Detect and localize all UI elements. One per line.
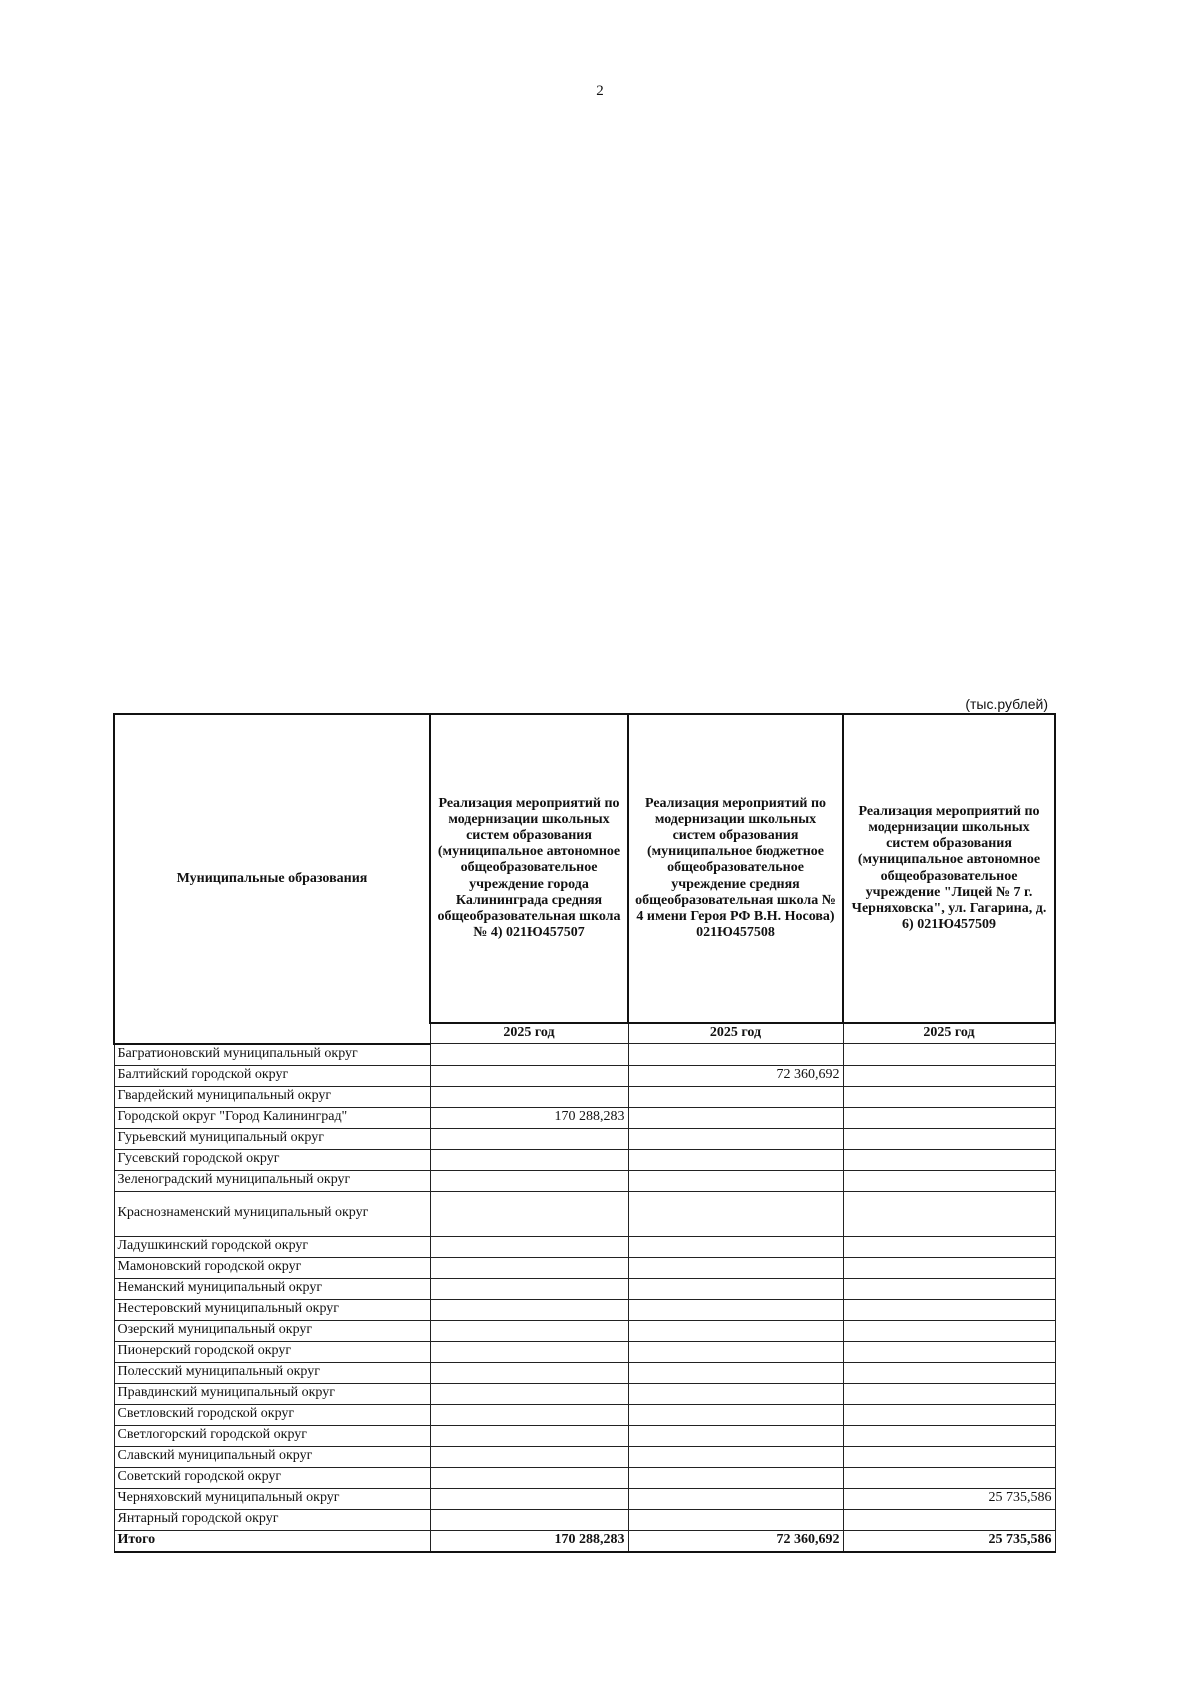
- value-column-1: [430, 1128, 628, 1149]
- value-column-3: [843, 1086, 1055, 1107]
- table-row: [114, 1278, 1055, 1299]
- value-column-2: [628, 1086, 843, 1107]
- municipality-name: Светловский городской округ: [114, 1404, 430, 1425]
- municipality-name: Озерский муниципальный округ: [114, 1320, 430, 1341]
- value-column-3: [843, 1257, 1055, 1278]
- value-column-1: [430, 1320, 628, 1341]
- header-municipalities: Муниципальные образования: [114, 714, 430, 1044]
- municipality-name: Советский городской округ: [114, 1467, 430, 1488]
- total-column-3: 25 735,586: [843, 1530, 1055, 1552]
- total-column-1: 170 288,283: [430, 1530, 628, 1552]
- municipality-name: Мамоновский городской округ: [114, 1257, 430, 1278]
- table-row: [114, 1383, 1055, 1404]
- municipality-name: Гусевский городской округ: [114, 1149, 430, 1170]
- value-column-3: [843, 1170, 1055, 1191]
- value-column-1: [430, 1362, 628, 1383]
- table-row: [114, 1509, 1055, 1530]
- table-row: [114, 1191, 1055, 1236]
- value-column-2: [628, 1320, 843, 1341]
- value-column-2: [628, 1107, 843, 1128]
- value-column-1: [430, 1065, 628, 1086]
- value-column-3: [843, 1509, 1055, 1530]
- value-column-1: [430, 1425, 628, 1446]
- table-row: [114, 1107, 1055, 1128]
- value-column-3: [843, 1236, 1055, 1257]
- value-column-2: 72 360,692: [628, 1065, 843, 1086]
- municipality-name: Полесский муниципальный округ: [114, 1362, 430, 1383]
- value-column-2: [628, 1191, 843, 1236]
- value-column-3: [843, 1362, 1055, 1383]
- value-column-2: [628, 1509, 843, 1530]
- value-column-2: [628, 1170, 843, 1191]
- value-column-1: [430, 1446, 628, 1467]
- value-column-2: [628, 1446, 843, 1467]
- value-column-1: [430, 1086, 628, 1107]
- page-number: 2: [596, 83, 604, 99]
- value-column-3: [843, 1425, 1055, 1446]
- municipality-name: Черняховский муниципальный округ: [114, 1488, 430, 1509]
- units-label: (тыс.рублей): [965, 696, 1048, 712]
- value-column-3: [843, 1467, 1055, 1488]
- value-column-2: [628, 1362, 843, 1383]
- value-column-3: [843, 1404, 1055, 1425]
- table-row: [114, 1170, 1055, 1191]
- municipality-name: Пионерский городской округ: [114, 1341, 430, 1362]
- table-row: [114, 1446, 1055, 1467]
- value-column-1: [430, 1341, 628, 1362]
- value-column-3: [843, 1128, 1055, 1149]
- municipality-name: Ладушкинский городской округ: [114, 1236, 430, 1257]
- municipality-name: Янтарный городской округ: [114, 1509, 430, 1530]
- year-column-3: 2025 год: [843, 1023, 1055, 1044]
- value-column-3: [843, 1341, 1055, 1362]
- total-label: Итого: [114, 1530, 430, 1552]
- total-column-2: 72 360,692: [628, 1530, 843, 1552]
- value-column-3: [843, 1446, 1055, 1467]
- budget-table: [113, 713, 1056, 1553]
- table-row: [114, 1044, 1055, 1066]
- table-row: [114, 1236, 1055, 1257]
- value-column-1: [430, 1467, 628, 1488]
- header-column-2: Реализация мероприятий по модернизации школьных систем образования (муниципальное бюджетное общеобразовательное учреждение средняя общеобразовательная школа № 4 имени Героя РФ В.Н. Носова) 021Ю457508: [628, 714, 843, 1023]
- value-column-3: [843, 1299, 1055, 1320]
- value-column-3: [843, 1044, 1055, 1066]
- year-column-2: 2025 год: [628, 1023, 843, 1044]
- value-column-1: [430, 1299, 628, 1320]
- municipality-name: Городской округ "Город Калининград": [114, 1107, 430, 1128]
- value-column-2: [628, 1341, 843, 1362]
- table-row: [114, 1488, 1055, 1509]
- value-column-2: [628, 1257, 843, 1278]
- municipality-name: Славский муниципальный округ: [114, 1446, 430, 1467]
- value-column-1: [430, 1191, 628, 1236]
- value-column-3: [843, 1107, 1055, 1128]
- value-column-1: [430, 1278, 628, 1299]
- value-column-2: [628, 1299, 843, 1320]
- value-column-3: [843, 1149, 1055, 1170]
- value-column-1: [430, 1236, 628, 1257]
- municipality-name: Неманский муниципальный округ: [114, 1278, 430, 1299]
- table-row: [114, 1128, 1055, 1149]
- value-column-2: [628, 1425, 843, 1446]
- value-column-1: [430, 1257, 628, 1278]
- table-row: [114, 1065, 1055, 1086]
- value-column-3: 25 735,586: [843, 1488, 1055, 1509]
- table-row: [114, 1404, 1055, 1425]
- table-row: [114, 1086, 1055, 1107]
- table-row: [114, 1149, 1055, 1170]
- value-column-3: [843, 1065, 1055, 1086]
- value-column-1: [430, 1488, 628, 1509]
- municipality-name: Правдинский муниципальный округ: [114, 1383, 430, 1404]
- table-header-row: [114, 714, 1055, 1023]
- value-column-2: [628, 1404, 843, 1425]
- value-column-1: [430, 1404, 628, 1425]
- value-column-2: [628, 1467, 843, 1488]
- value-column-2: [628, 1149, 843, 1170]
- municipality-name: Зеленоградский муниципальный округ: [114, 1170, 430, 1191]
- value-column-1: [430, 1383, 628, 1404]
- municipality-name: Багратионовский муниципальный округ: [114, 1044, 430, 1066]
- total-row: [114, 1530, 1055, 1552]
- header-column-1: Реализация мероприятий по модернизации школьных систем образования (муниципальное автономное общеобразовательное учреждение города Калининграда средняя общеобразовательная школа № 4) 021Ю457507: [430, 714, 628, 1023]
- value-column-2: [628, 1278, 843, 1299]
- value-column-1: [430, 1509, 628, 1530]
- value-column-2: [628, 1044, 843, 1066]
- table-row: [114, 1362, 1055, 1383]
- municipality-name: Краснознаменский муниципальный округ: [114, 1191, 430, 1236]
- municipality-name: Нестеровский муниципальный округ: [114, 1299, 430, 1320]
- value-column-1: [430, 1170, 628, 1191]
- value-column-3: [843, 1191, 1055, 1236]
- municipality-name: Гвардейский муниципальный округ: [114, 1086, 430, 1107]
- value-column-3: [843, 1320, 1055, 1341]
- year-column-1: 2025 год: [430, 1023, 628, 1044]
- value-column-1: [430, 1044, 628, 1066]
- value-column-2: [628, 1128, 843, 1149]
- table-row: [114, 1257, 1055, 1278]
- value-column-3: [843, 1278, 1055, 1299]
- table-row: [114, 1425, 1055, 1446]
- value-column-2: [628, 1488, 843, 1509]
- value-column-1: [430, 1149, 628, 1170]
- table-row: [114, 1299, 1055, 1320]
- municipality-name: Балтийский городской округ: [114, 1065, 430, 1086]
- value-column-3: [843, 1383, 1055, 1404]
- municipality-name: Гурьевский муниципальный округ: [114, 1128, 430, 1149]
- municipality-name: Светлогорский городской округ: [114, 1425, 430, 1446]
- table-row: [114, 1341, 1055, 1362]
- value-column-2: [628, 1383, 843, 1404]
- header-column-3: Реализация мероприятий по модернизации школьных систем образования (муниципальное автономное общеобразовательное учреждение "Лицей № 7 г. Черняховска", ул. Гагарина, д. 6) 021Ю457509: [843, 714, 1055, 1023]
- table-row: [114, 1320, 1055, 1341]
- value-column-1: 170 288,283: [430, 1107, 628, 1128]
- table-row: [114, 1467, 1055, 1488]
- value-column-2: [628, 1236, 843, 1257]
